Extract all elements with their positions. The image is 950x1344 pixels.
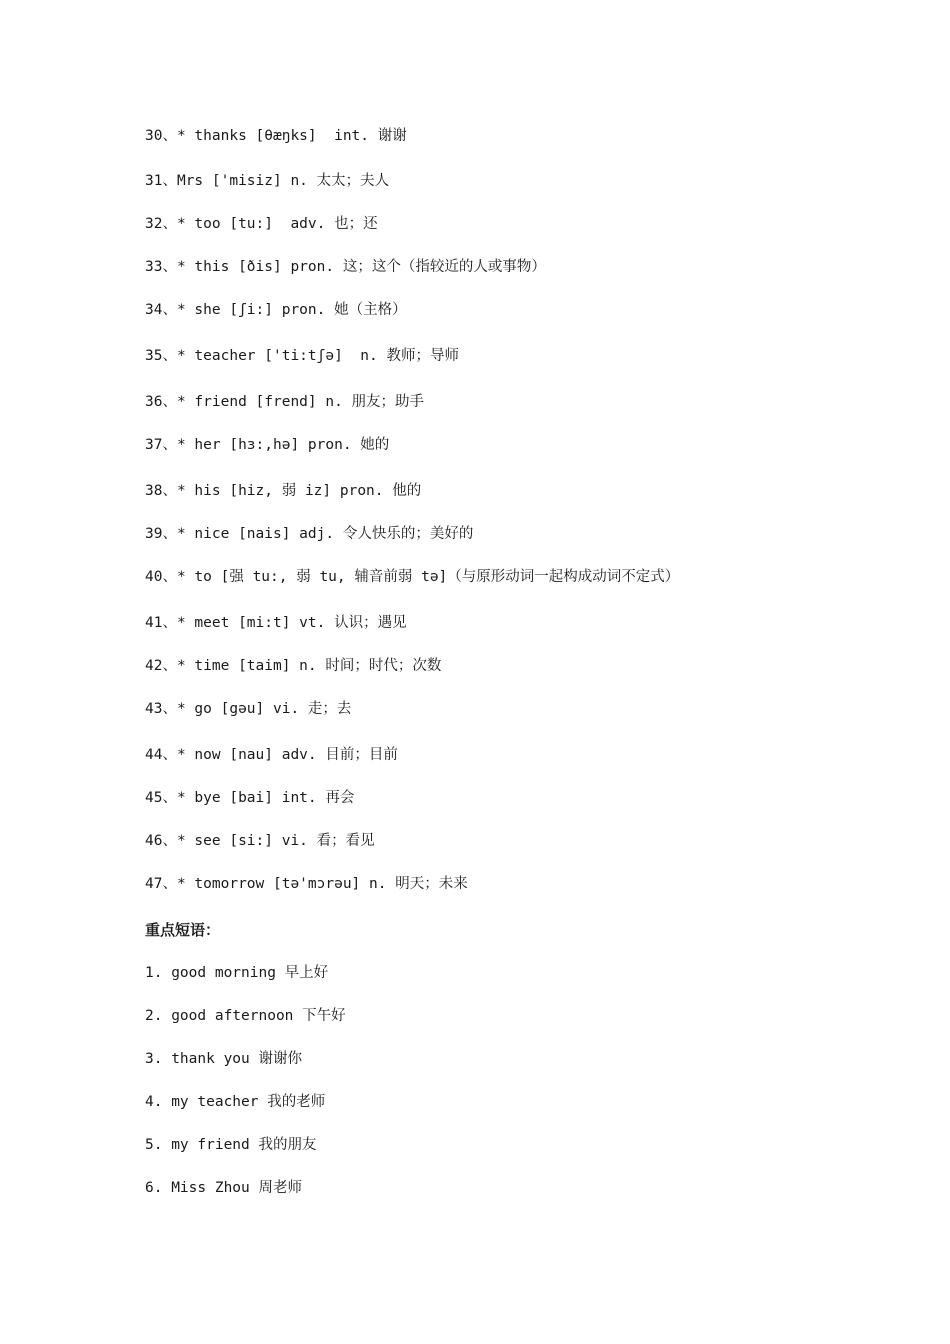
phrase-item-3: 3. thank you 谢谢你 — [145, 1051, 302, 1067]
vocab-item-40: 40、* to [强 tu:, 弱 tu, 辅音前弱 tə]（与原形动词一起构成动词不定式） — [145, 569, 680, 585]
phrase-item-1: 1. good morning 早上好 — [145, 965, 329, 981]
phrase-item-2: 2. good afternoon 下午好 — [145, 1008, 346, 1024]
vocab-item-32: 32、* too [tu:] adv. 也；还 — [145, 216, 378, 232]
vocab-item-42: 42、* time [taim] n. 时间；时代；次数 — [145, 658, 442, 674]
vocab-item-33: 33、* this [ðis] pron. 这；这个（指较近的人或事物） — [145, 259, 546, 275]
vocab-item-39: 39、* nice [nais] adj. 令人快乐的；美好的 — [145, 526, 474, 542]
vocab-item-35: 35、* teacher ['ti:tʃə] n. 教师；导师 — [145, 348, 459, 364]
vocab-item-45: 45、* bye [bai] int. 再会 — [145, 790, 355, 806]
vocab-item-37: 37、* her [hɜ:,hə] pron. 她的 — [145, 437, 390, 453]
vocab-item-34: 34、* she [ʃi:] pron. 她（主格） — [145, 302, 407, 318]
vocab-item-41: 41、* meet [mi:t] vt. 认识；遇见 — [145, 615, 407, 631]
vocab-item-36: 36、* friend [frend] n. 朋友；助手 — [145, 394, 425, 410]
phrase-item-6: 6. Miss Zhou 周老师 — [145, 1180, 302, 1196]
phrase-item-5: 5. my friend 我的朋友 — [145, 1137, 317, 1153]
phrase-item-4: 4. my teacher 我的老师 — [145, 1094, 326, 1110]
vocab-item-46: 46、* see [si:] vi. 看；看见 — [145, 833, 375, 849]
vocab-item-30: 30、* thanks [θæŋks] int. 谢谢 — [145, 128, 407, 144]
vocab-item-38: 38、* his [hiz, 弱 iz] pron. 他的 — [145, 483, 422, 499]
vocab-item-31: 31、Mrs ['misiz] n. 太太；夫人 — [145, 173, 390, 189]
vocab-item-47: 47、* tomorrow [tə'mɔrəu] n. 明天；未来 — [145, 876, 468, 892]
vocab-item-44: 44、* now [nau] adv. 目前；目前 — [145, 747, 398, 763]
vocab-item-43: 43、* go [gəu] vi. 走；去 — [145, 701, 352, 717]
phrases-heading: 重点短语： — [145, 921, 221, 939]
